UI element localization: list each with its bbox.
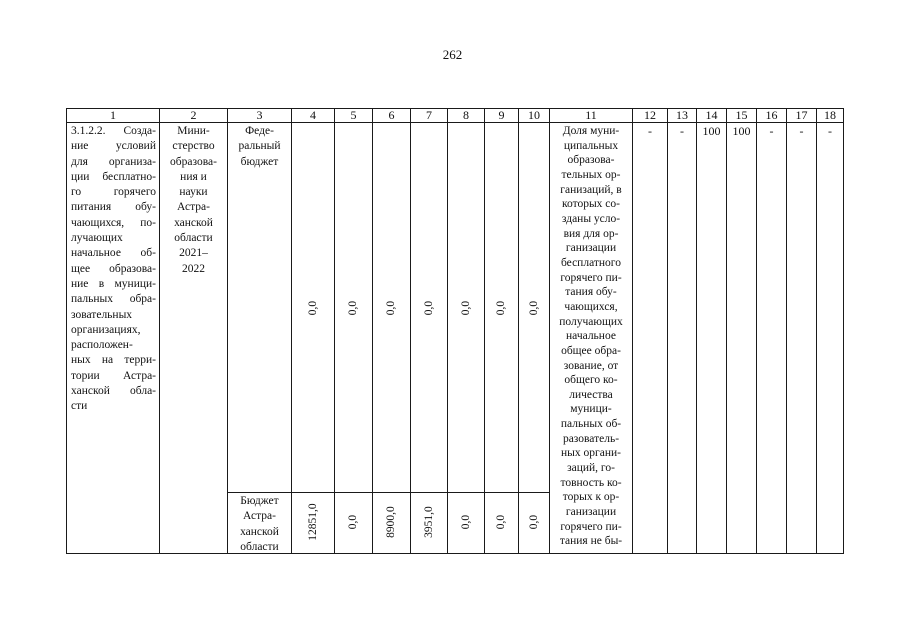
text-line: тельных ор- xyxy=(561,168,621,181)
text-line: 2022 xyxy=(182,262,205,275)
col-line-9 xyxy=(518,108,519,554)
measure-description xyxy=(71,124,156,415)
text-line: ганизации xyxy=(565,242,617,255)
text-line: питания обу- xyxy=(71,201,156,214)
regional-value-col5: 0,0 xyxy=(347,514,359,530)
executor-and-period xyxy=(160,124,227,277)
text-line: зовательных xyxy=(71,308,133,321)
text-line: Феде- xyxy=(245,125,274,137)
text-line: общего ко- xyxy=(564,374,618,387)
text-line: Мини- xyxy=(177,125,210,137)
text-line: ганизаций, в xyxy=(560,183,622,196)
regional-value-col7: 3951,0 xyxy=(423,506,435,538)
column-header-7: 7 xyxy=(426,108,432,122)
col-line-13 xyxy=(696,108,697,554)
text-line: начальное xyxy=(566,330,616,343)
text-line: Бюджет xyxy=(240,495,279,507)
indicator-value-col13: - xyxy=(680,124,684,138)
text-line: бюджет xyxy=(240,155,279,168)
column-header-3: 3 xyxy=(256,108,263,122)
regional-value-col9: 0,0 xyxy=(495,514,507,530)
text-line: тания обу- xyxy=(565,286,617,299)
table-subrow-rule xyxy=(227,492,549,493)
col-line-5 xyxy=(372,108,373,554)
text-line: щее образова- xyxy=(71,262,156,275)
text-line: ных органи- xyxy=(561,447,621,460)
text-line: зданы усло- xyxy=(561,212,621,225)
regional-value-col8: 0,0 xyxy=(460,514,472,530)
column-header-4: 4 xyxy=(310,108,316,122)
col-line-12 xyxy=(667,108,668,554)
text-line: разователь- xyxy=(562,432,620,445)
text-line: муници- xyxy=(570,403,612,416)
column-header-9: 9 xyxy=(498,108,505,122)
federal-value-col5: 0,0 xyxy=(347,300,359,316)
text-line: заций, го- xyxy=(567,462,615,475)
regional-value-col6: 8900,0 xyxy=(385,506,397,538)
table-header-rule xyxy=(66,122,844,123)
text-line: ние условий xyxy=(71,140,156,153)
federal-value-col7: 0,0 xyxy=(423,300,435,316)
regional-value-col4: 12851,0 xyxy=(307,503,319,541)
col-line-14 xyxy=(726,108,727,554)
text-line: образова- xyxy=(567,154,615,167)
column-header-5: 5 xyxy=(350,108,357,122)
indicator-value-col18: - xyxy=(828,124,832,138)
column-header-17: 17 xyxy=(795,108,808,122)
column-header-11: 11 xyxy=(585,108,597,122)
funding-source-regional xyxy=(228,494,291,555)
indicator-description xyxy=(550,124,632,549)
text-line: получающих xyxy=(559,315,623,328)
text-line: ханской xyxy=(240,525,279,538)
text-line: тания не бы- xyxy=(559,535,623,548)
column-header-10: 10 xyxy=(528,108,540,122)
text-line: образова- xyxy=(170,155,217,168)
federal-value-col8: 0,0 xyxy=(460,300,472,316)
text-line: 2021– xyxy=(179,247,208,260)
text-line: ганизации xyxy=(565,506,617,519)
text-line: науки xyxy=(179,186,208,199)
text-line: Астра- xyxy=(177,201,210,214)
text-line: Доля муни- xyxy=(562,125,620,137)
column-header-1: 1 xyxy=(110,108,116,122)
text-line: горячего пи- xyxy=(560,520,622,533)
text-line: личества xyxy=(569,388,613,401)
table-border-bottom xyxy=(66,553,844,554)
text-line: го горячего xyxy=(71,186,156,199)
column-header-2: 2 xyxy=(190,108,197,122)
text-line: торых к ор- xyxy=(562,491,620,504)
text-line: лучающих xyxy=(71,232,123,245)
federal-value-col9: 0,0 xyxy=(495,300,507,316)
text-line: расположен- xyxy=(71,339,133,352)
col-line-15 xyxy=(756,108,757,554)
indicator-value-col15: 100 xyxy=(732,124,751,138)
column-header-15: 15 xyxy=(735,108,748,122)
column-header-14: 14 xyxy=(705,108,718,122)
text-line: чающихся, по- xyxy=(71,216,156,229)
federal-value-col10: 0,0 xyxy=(528,300,540,316)
indicator-value-col16: - xyxy=(769,124,774,138)
text-line: организациях, xyxy=(71,323,141,336)
text-line: чающихся, xyxy=(564,300,618,313)
federal-value-col6: 0,0 xyxy=(385,300,397,316)
text-line: ханской обла- xyxy=(71,385,156,398)
column-header-8: 8 xyxy=(463,108,469,122)
text-line: бесплатного xyxy=(560,256,621,269)
col-line-3 xyxy=(291,108,292,554)
text-line: начальное об- xyxy=(71,247,156,260)
regional-value-col10: 0,0 xyxy=(528,514,540,530)
column-header-13: 13 xyxy=(676,108,688,122)
federal-value-col4: 0,0 xyxy=(307,300,319,316)
text-line: общее обра- xyxy=(561,344,621,357)
indicator-value-col12: - xyxy=(648,124,652,138)
column-header-18: 18 xyxy=(824,108,836,122)
text-line: которых со- xyxy=(561,198,620,211)
text-line: ральный xyxy=(238,140,281,153)
text-line: пальных обра- xyxy=(71,293,156,306)
text-line: ния и xyxy=(180,170,207,183)
col-line-8 xyxy=(484,108,485,554)
indicator-value-col14: 100 xyxy=(702,124,721,138)
column-header-16: 16 xyxy=(765,108,778,122)
text-line: области xyxy=(174,232,213,245)
text-line: ции бесплатно- xyxy=(71,170,156,183)
text-line: 3.1.2.2. Созда- xyxy=(71,125,156,137)
col-line-6 xyxy=(410,108,411,554)
column-header-6: 6 xyxy=(388,108,395,122)
col-line-16 xyxy=(786,108,787,554)
text-line: зование, от xyxy=(563,359,619,372)
text-line: стерство xyxy=(172,140,215,153)
text-line: ных на терри- xyxy=(71,354,156,367)
col-line-11 xyxy=(632,108,633,554)
col-line-4 xyxy=(334,108,335,554)
text-line: сти xyxy=(71,400,88,413)
text-line: Астра- xyxy=(243,510,276,523)
text-line: товность ко- xyxy=(560,476,622,489)
col-line-2 xyxy=(227,108,228,554)
page-number: 262 xyxy=(442,47,463,62)
text-line: горячего пи- xyxy=(560,271,622,284)
text-line: пальных об- xyxy=(560,418,622,431)
col-line-18 xyxy=(843,108,844,554)
col-line-7 xyxy=(447,108,448,554)
text-line: для организа- xyxy=(71,155,156,168)
col-line-17 xyxy=(816,108,817,554)
text-line: области xyxy=(240,540,279,553)
col-line-0 xyxy=(66,108,67,554)
text-line: ханской xyxy=(174,216,213,229)
text-line: ципальных xyxy=(563,139,619,152)
indicator-value-col17: - xyxy=(799,124,804,138)
funding-source-federal xyxy=(228,124,291,170)
text-line: ние в муници- xyxy=(71,277,156,290)
text-line: вия для ор- xyxy=(563,227,619,240)
column-header-12: 12 xyxy=(644,108,656,122)
text-line: тории Астра- xyxy=(71,369,156,382)
